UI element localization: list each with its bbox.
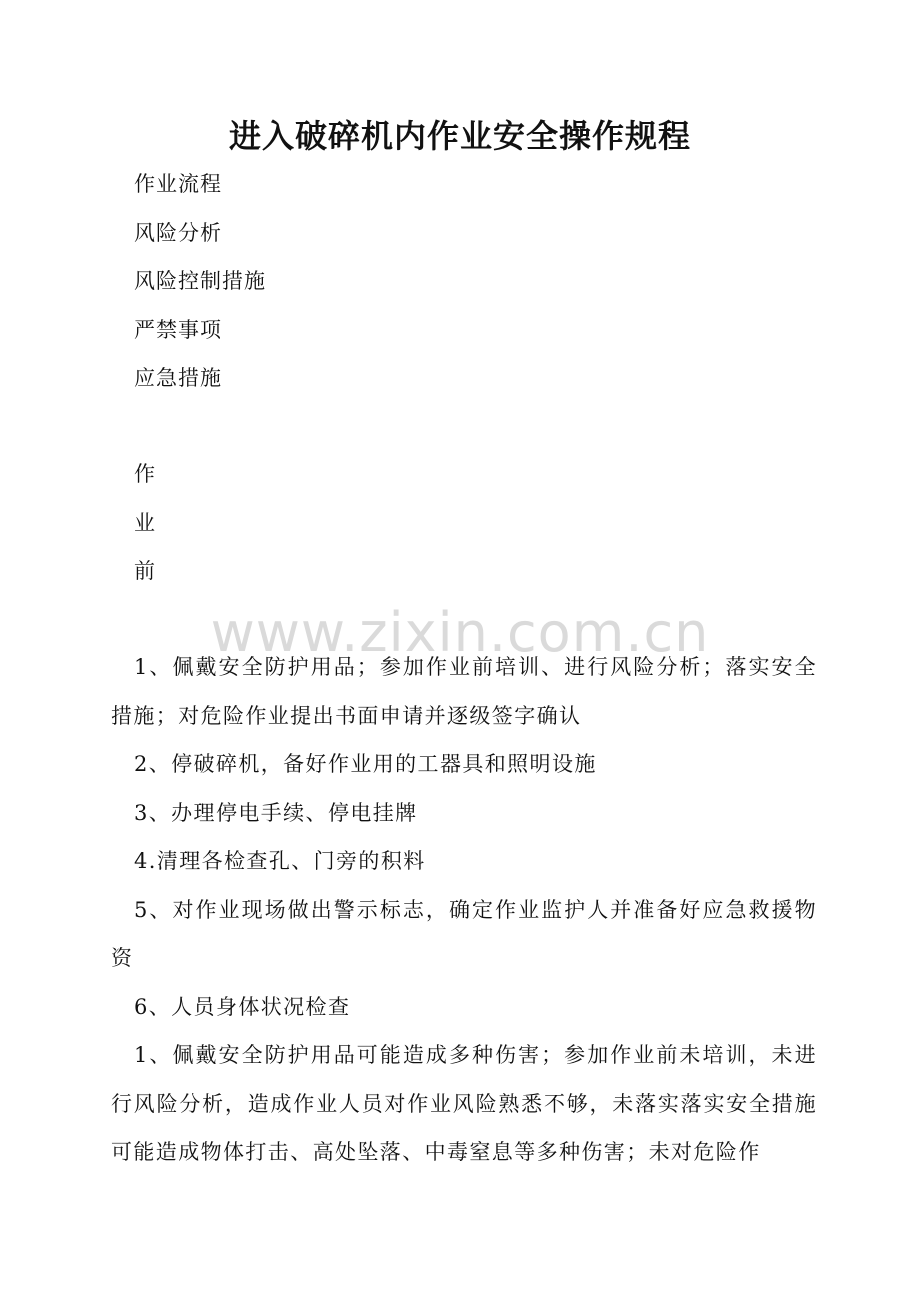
- heading-emergency: 应急措施: [134, 366, 222, 390]
- body-text: [111, 643, 817, 1177]
- vertical-char: 作: [134, 462, 155, 486]
- heading-risk-analysis: 风险分析: [134, 220, 222, 245]
- heading-risk-control: 风险控制措施: [134, 269, 266, 293]
- document-title: 进入破碎机内作业安全操作规程: [228, 117, 691, 155]
- paragraph: 4.清理各检查孔、门旁的积料: [134, 849, 426, 873]
- vertical-char: 前: [134, 559, 155, 583]
- heading-prohibitions: 严禁事项: [134, 317, 222, 342]
- vertical-label: [134, 450, 155, 596]
- watermark: www.zixin.com.cn: [210, 601, 710, 664]
- paragraph: 5、对作业现场做出警示标志，确定作业监护人并准备好应急救援物资: [111, 897, 817, 970]
- vertical-char: 业: [134, 510, 155, 535]
- section-heading-list: [134, 160, 266, 403]
- paragraph: 6、人员身体状况检查: [134, 994, 351, 1019]
- paragraph: 3、办理停电手续、停电挂牌: [134, 800, 418, 825]
- heading-work-flow: 作业流程: [134, 172, 222, 196]
- paragraph: 1、佩戴安全防护用品可能造成多种伤害；参加作业前未培训，未进行风险分析，造成作业人员对作业风险熟悉不够，未落实落实安全措施可能造成物体打击、高处坠落、中毒窒息等多种伤害；未对危险作: [111, 1043, 817, 1164]
- paragraph: 2、停破碎机，备好作业用的工器具和照明设施: [134, 752, 597, 776]
- paragraph: 1、佩戴安全防护用品；参加作业前培训、进行风险分析；落实安全措施；对危险作业提出书面申请并逐级签字确认: [111, 655, 817, 728]
